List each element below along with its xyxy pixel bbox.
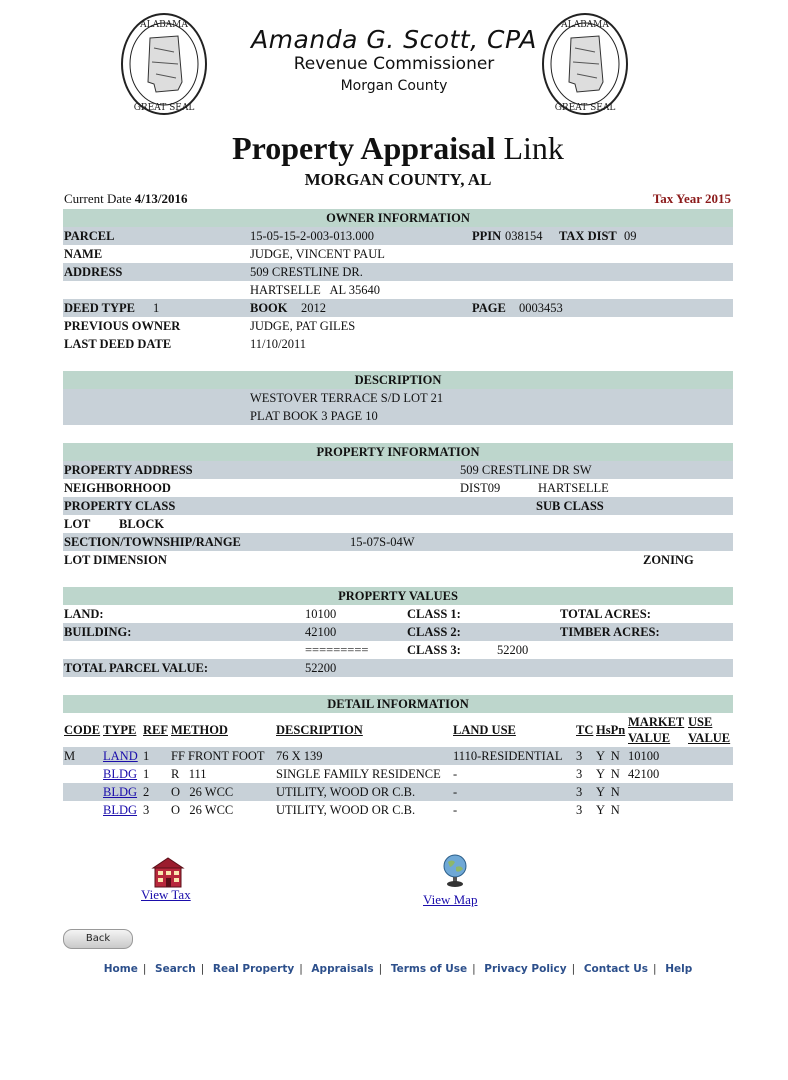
table-row: BLDG 2 O 26 WCC UTILITY, WOOD OR C.B. - 3 Y N [63, 783, 733, 801]
prev-owner-row: PREVIOUS OWNER JUDGE, PAT GILES [64, 319, 356, 333]
view-tax-link[interactable]: View Tax [141, 887, 191, 902]
tax-building-icon[interactable] [151, 856, 185, 888]
property-class-row: PROPERTY CLASS SUB CLASS [63, 497, 733, 515]
address-line2: HARTSELLE AL 35640 [250, 283, 381, 297]
table-row: BLDG 3 O 26 WCC UTILITY, WOOD OR C.B. - 3 Y N [103, 803, 620, 817]
parcel-number: 15-05-15-2-003-013.000 [250, 229, 374, 243]
last-deed-date: 11/10/2011 [250, 337, 307, 351]
property-address-row: PROPERTY ADDRESS 509 CRESTLINE DR SW [63, 461, 733, 479]
class3-value: 52200 [497, 643, 529, 657]
page-subtitle: MORGAN COUNTY, AL [304, 170, 492, 189]
description-line2-row [63, 407, 733, 425]
building-value: 42100 [305, 625, 337, 639]
description-section-header: DESCRIPTION [63, 371, 733, 389]
svg-text:GREAT SEAL: GREAT SEAL [554, 103, 616, 113]
property-section-header: PROPERTY INFORMATION [63, 443, 733, 461]
total-parcel-value: 52200 [305, 661, 337, 675]
back-button[interactable]: Back [63, 929, 133, 949]
address-line1: 509 CRESTLINE DR. [250, 265, 363, 279]
neighborhood-code: DIST09 [460, 481, 501, 495]
land-link[interactable]: LAND [103, 749, 138, 763]
neighborhood-row: NEIGHBORHOOD DIST09 HARTSELLE [64, 481, 609, 495]
book-value: 2012 [301, 301, 326, 315]
bldg-link[interactable]: BLDG [103, 803, 138, 817]
svg-text:GREAT SEAL: GREAT SEAL [133, 103, 195, 113]
address-row: ADDRESS 509 CRESTLINE DR. [63, 263, 733, 281]
lot-dimension-row: LOT DIMENSION ZONING [64, 553, 694, 567]
globe-map-icon[interactable] [441, 853, 469, 889]
description-line1-row [63, 389, 733, 407]
footer-link-home[interactable]: Home [103, 963, 138, 975]
name-row: NAME JUDGE, VINCENT PAUL [64, 247, 385, 261]
footer-link-terms[interactable]: Terms of Use [390, 963, 468, 975]
bldg-link[interactable]: BLDG [103, 785, 138, 799]
footer-link-search[interactable]: Search [155, 963, 196, 975]
ppin-value: 038154 [505, 229, 543, 243]
str-row: SECTION/TOWNSHIP/RANGE 15-07S-04W [63, 533, 733, 551]
land-value-row: LAND: 10100 CLASS 1: TOTAL ACRES: [64, 607, 651, 621]
land-value: 10100 [305, 607, 337, 621]
table-row: M LAND 1 FF FRONT FOOT 76 X 139 1110-RESIDENTIAL 3 Y N 10100 [63, 747, 733, 765]
parcel-row: PARCEL 15-05-15-2-003-013.000 PPIN 038154 TAX DIST 09 [63, 227, 733, 245]
svg-text:ALABAMA: ALABAMA [140, 20, 188, 30]
total-value-row: TOTAL PARCEL VALUE: 52200 [63, 659, 733, 677]
address2-row [63, 281, 733, 299]
footer-nav: Home | Search | Real Property | Appraisals | Terms of Use | Privacy Policy | Contact Us | Help [103, 963, 693, 975]
previous-owner: JUDGE, PAT GILES [250, 319, 356, 333]
separator-row: ========= CLASS 3: 52200 [305, 643, 529, 657]
neighborhood-name: HARTSELLE [538, 481, 609, 495]
description-line2: PLAT BOOK 3 PAGE 10 [250, 409, 378, 423]
footer-link-real-property[interactable]: Real Property [212, 963, 295, 975]
county-name: Morgan County [340, 78, 448, 94]
commissioner-name: Amanda G. Scott, CPA [251, 25, 537, 54]
value-separator: ========= [305, 643, 369, 657]
section-township-range: 15-07S-04W [350, 535, 415, 549]
deed-row: DEED TYPE 1 BOOK 2012 PAGE 0003453 [63, 299, 733, 317]
building-value-row: BUILDING: 42100 CLASS 2: TIMBER ACRES: [63, 623, 733, 641]
footer-link-help[interactable]: Help [665, 963, 693, 975]
taxdist-value: 09 [624, 229, 637, 243]
footer-link-appraisals[interactable]: Appraisals [311, 963, 374, 975]
view-map-link[interactable]: View Map [423, 892, 478, 907]
current-date: Current Date 4/13/2016 [64, 191, 188, 206]
property-address: 509 CRESTLINE DR SW [460, 463, 592, 477]
description-line1: WESTOVER TERRACE S/D LOT 21 [250, 391, 444, 405]
footer-link-privacy[interactable]: Privacy Policy [484, 963, 567, 975]
page-title-light: Link [503, 130, 564, 166]
deed-date-row: LAST DEED DATE 11/10/2011 [64, 337, 307, 351]
detail-section-header: DETAIL INFORMATION [63, 695, 733, 713]
svg-text:ALABAMA: ALABAMA [561, 20, 609, 30]
bldg-link[interactable]: BLDG [103, 767, 138, 781]
page-title [0, 128, 788, 168]
owner-section-header: OWNER INFORMATION [63, 209, 733, 227]
deed-type: 1 [153, 301, 160, 315]
table-row: BLDG 1 R 111 SINGLE FAMILY RESIDENCE - 3 Y N 42100 [103, 767, 660, 781]
values-section-header: PROPERTY VALUES [63, 587, 733, 605]
commissioner-title: Revenue Commissioner [293, 54, 495, 74]
page-value: 0003453 [519, 301, 563, 315]
tax-year: Tax Year 2015 [652, 191, 731, 206]
footer-link-contact[interactable]: Contact Us [583, 963, 648, 975]
lot-block-row: LOT BLOCK [64, 517, 165, 531]
owner-name: JUDGE, VINCENT PAUL [250, 247, 385, 261]
page-title-bold: Property Appraisal [232, 130, 496, 166]
